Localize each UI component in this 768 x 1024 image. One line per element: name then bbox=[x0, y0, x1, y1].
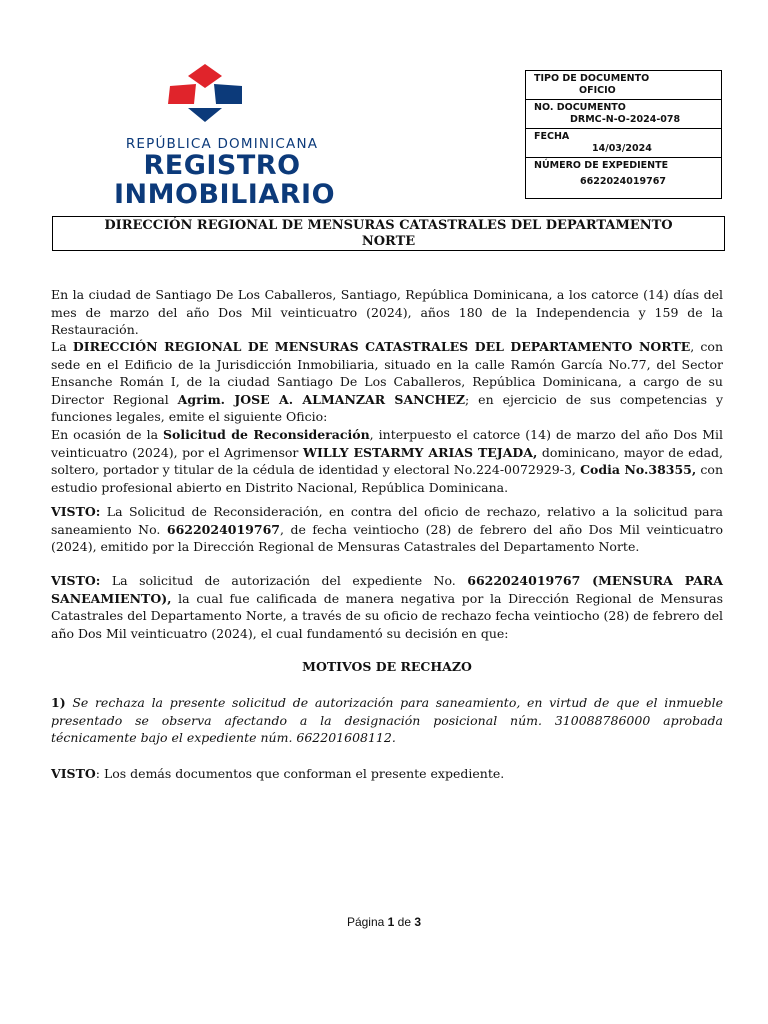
registro-inmobiliario-logo bbox=[108, 58, 336, 210]
paragraph-intro: En la ciudad de Santiago De Los Caballeros, Santiago, República Dominicana, a los catorce (14) días del mes de marzo del año Dos Mil veinticuatro (2024), años 180 de la Independencia y 159 de la Restauración. bbox=[51, 287, 723, 337]
expediente-label: NÚMERO DE EXPEDIENTE bbox=[534, 160, 669, 171]
page-number: Página 1 de 3 bbox=[346, 915, 422, 929]
logo-country-text: REPÚBLICA DOMINICANA bbox=[125, 136, 319, 152]
banner-line-1: DIRECCIÓN REGIONAL DE MENSURAS CATASTRALES DEL DEPARTAMENTO bbox=[104, 218, 673, 233]
meta-row-fecha bbox=[526, 129, 722, 158]
meta-row-expediente bbox=[526, 158, 722, 199]
meta-row-tipo bbox=[526, 71, 722, 100]
no-documento-label: NO. DOCUMENTO bbox=[534, 102, 626, 113]
paragraph-visto-3: VISTO: Los demás documentos que conforman el presente expediente. bbox=[51, 766, 505, 781]
paragraph-visto-1: VISTO: La Solicitud de Reconsideración, en contra del oficio de rechazo, relativo a la solicitud para saneamiento No. 6622024019767, de fecha veintiocho (28) de febrero del año Dos Mil veinticuatro (2024), emitido por la Dirección Regional de Mensuras Catastrales del Departamento Norte. bbox=[51, 504, 723, 554]
meta-row-numero bbox=[526, 100, 722, 129]
fecha-value: 14/03/2024 bbox=[592, 143, 652, 154]
tipo-documento-value: OFICIO bbox=[579, 85, 616, 96]
logo-registro-text: REGISTRO bbox=[143, 150, 301, 181]
paragraph-solicitud: En ocasión de la Solicitud de Reconsideración, interpuesto el catorce (14) de marzo del año Dos Mil veinticuatro (2024), por el Agrimensor WILLY ESTARMY ARIAS TEJADA, dominicano, mayor de edad, soltero, portador y titular de la cédula de identidad y electoral No.224-0072929-3, Codia No.38355, con estudio profesional abierto en Distrito Nacional, República Dominicana. bbox=[51, 427, 724, 495]
paragraph-visto-2: VISTO: La solicitud de autorización del expediente No. 6622024019767 (MENSURA PARA SANEAMIENTO), la cual fue calificada de manera negativa por la Dirección Regional de Mensuras Catastrales del Departamento Norte, a través de su oficio de rechazo fecha veintiocho (28) de febrero del año Dos Mil veinticuatro (2024), el cual fundamentó su decisión en que: bbox=[51, 573, 723, 641]
paragraph-motivo-1: 1) Se rechaza la presente solicitud de autorización para saneamiento, en virtud de que el inmueble presentado se observa afectando a la designación posicional núm. 310088786000 aprobada técnicamente bajo el expediente núm. 662201608112. bbox=[51, 695, 723, 745]
tipo-documento-label: TIPO DE DOCUMENTO bbox=[534, 73, 650, 84]
document-metadata-table bbox=[525, 70, 722, 199]
expediente-value: 6622024019767 bbox=[580, 176, 666, 187]
logo-emblem-icon bbox=[164, 62, 246, 124]
paragraph-direccion: La DIRECCIÓN REGIONAL DE MENSURAS CATASTRALES DEL DEPARTAMENTO NORTE, con sede en el Edificio de la Jurisdicción Inmobiliaria, situado en la calle Ramón García No.77, del Sector Ensanche Román I, de la ciudad Santiago De Los Caballeros, República Dominicana, a cargo de su Director Regional Agrim. JOSE A. ALMANZAR SANCHEZ; en ejercicio de sus competencias y funciones legales, emite el siguiente Oficio: bbox=[51, 339, 724, 424]
banner-line-2: NORTE bbox=[361, 234, 416, 249]
fecha-label: FECHA bbox=[534, 131, 570, 142]
logo-inmobiliario-text: INMOBILIARIO bbox=[114, 179, 336, 210]
motivos-heading: MOTIVOS DE RECHAZO bbox=[302, 659, 472, 674]
department-banner bbox=[52, 216, 725, 251]
no-documento-value: DRMC-N-O-2024-078 bbox=[570, 114, 681, 125]
